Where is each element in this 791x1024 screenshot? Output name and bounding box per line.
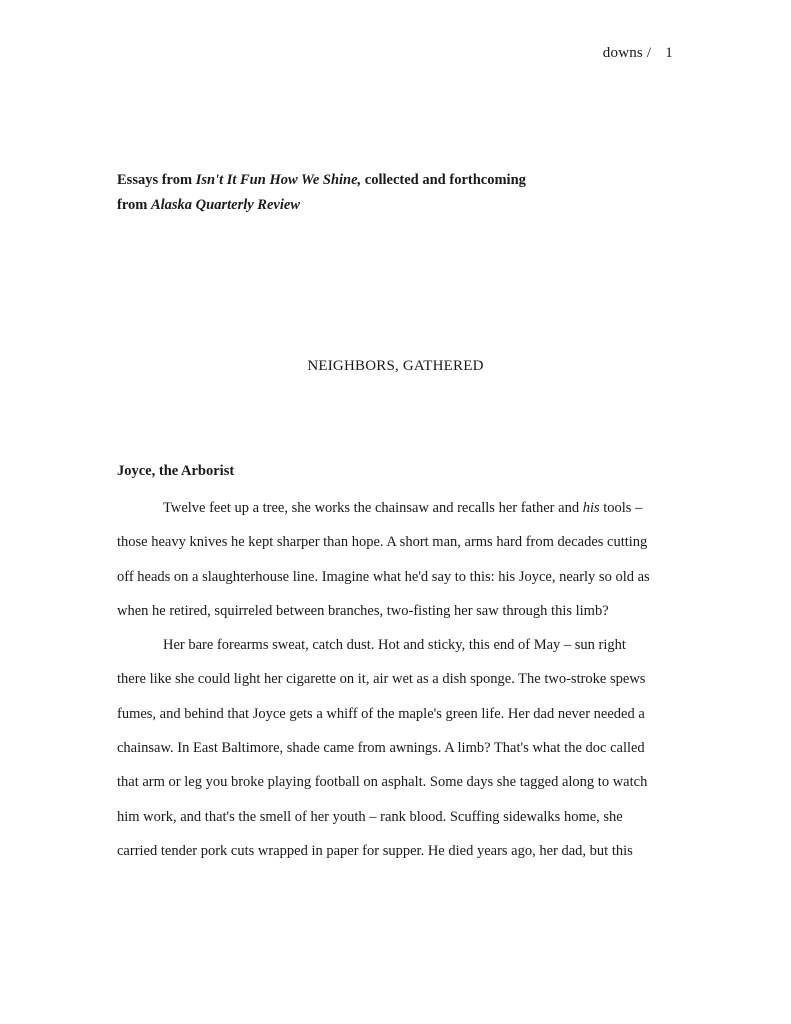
body-line: fumes, and behind that Joyce gets a whiff of the maple's green life. Her dad never needed a — [117, 705, 645, 722]
journal-title: Alaska Quarterly Review — [150, 197, 300, 213]
header-page-number: 1 — [665, 45, 673, 61]
intro-line-1 — [117, 168, 677, 193]
body-line: Her bare forearms sweat, catch dust. Hot and sticky, this end of May – sun right — [163, 637, 626, 654]
body-line: carried tender pork cuts wrapped in paper for supper. He died years ago, her dad, but this — [117, 842, 633, 859]
body-line: when he retired, squirreled between branches, two-fisting her saw through this limb? — [117, 602, 609, 619]
body-line: off heads on a slaughterhouse line. Imagine what he'd say to this: his Joyce, nearly so old as — [117, 568, 650, 585]
section-heading: Joyce, the Arborist — [117, 463, 235, 479]
body-line: that arm or leg you broke playing football on asphalt. Some days she tagged along to watch — [117, 774, 648, 791]
body-text-fragment: tools – — [599, 500, 643, 516]
intro-note — [117, 168, 677, 218]
body-line: there like she could light her cigarette on it, air wet as a dish sponge. The two-stroke spews — [117, 671, 646, 688]
body-line: those heavy knives he kept sharper than hope. A short man, arms hard from decades cutting — [117, 534, 648, 551]
body-line — [117, 496, 677, 530]
book-title: Isn't It Fun How We Shine, — [195, 172, 362, 188]
essay-title: NEIGHBORS, GATHERED — [307, 358, 484, 374]
running-header — [603, 45, 673, 62]
body-line: chainsaw. In East Baltimore, shade came from awnings. A limb? That's what the doc called — [117, 740, 645, 757]
intro-line-2-prefix: from — [117, 197, 151, 213]
header-author: downs / — [602, 45, 652, 61]
body-emphasis: his — [582, 500, 600, 516]
body-line: him work, and that's the smell of her youth – rank blood. Scuffing sidewalks home, she — [117, 808, 623, 825]
body-text-fragment: Twelve feet up a tree, she works the chainsaw and recalls her father and — [163, 500, 583, 516]
intro-line-1-suffix: collected and forthcoming — [361, 172, 526, 188]
intro-line-1-prefix: Essays from — [117, 172, 196, 188]
essay-body — [117, 496, 677, 873]
intro-line-2 — [117, 193, 677, 218]
